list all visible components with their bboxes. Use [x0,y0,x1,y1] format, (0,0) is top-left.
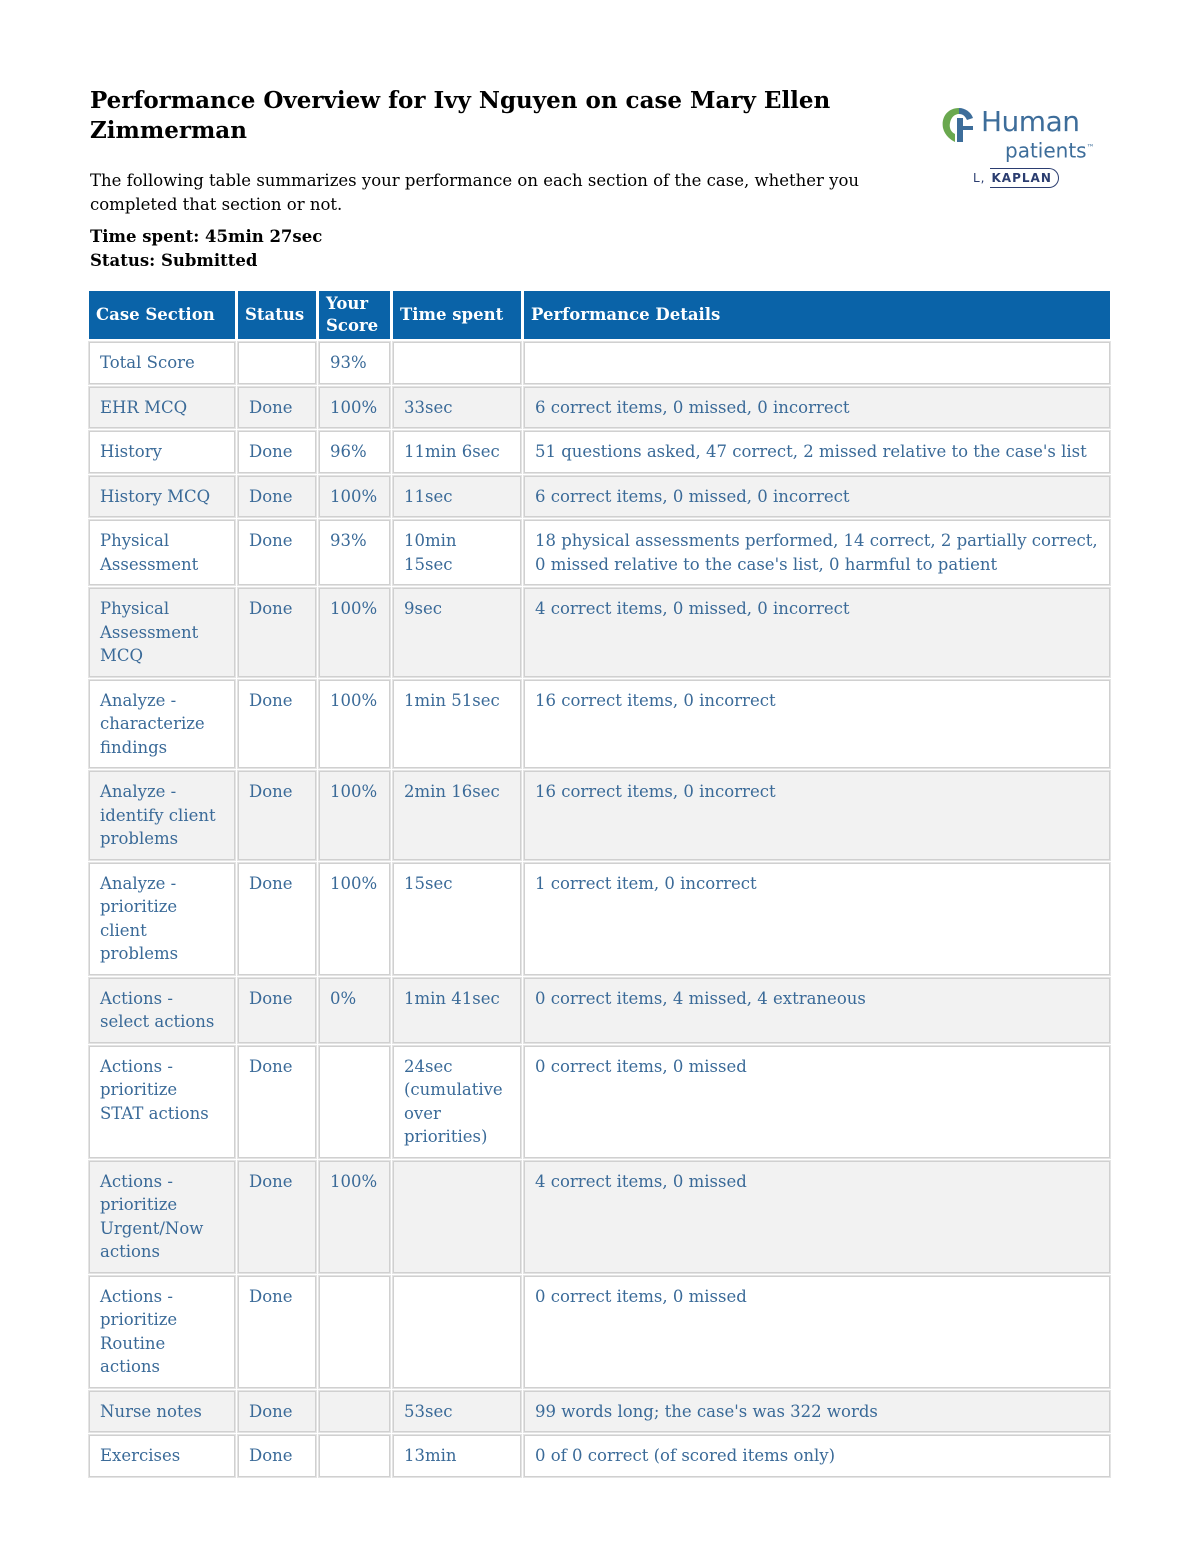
cell-score: 100% [319,387,390,429]
cell-time: 15sec [393,863,521,975]
cell-section: Analyze - identify client problems [89,771,235,860]
cell-score: 100% [319,588,390,677]
cell-time: 24sec (cumulative over priorities) [393,1046,521,1158]
cell-section: Physical Assessment MCQ [89,588,235,677]
cell-status [238,342,316,384]
intro-text: The following table summarizes your performance on each section of the case, whether you completed that section or not. [90,171,860,214]
cell-section: Actions - prioritize STAT actions [89,1046,235,1158]
table-header-row [89,291,1110,339]
table-row [89,1435,1110,1477]
cell-status: Done [238,387,316,429]
cell-section: EHR MCQ [89,387,235,429]
table-row [89,431,1110,473]
table-row [89,476,1110,518]
table-row [89,771,1110,860]
cell-score: 100% [319,771,390,860]
cell-details: 16 correct items, 0 incorrect [524,680,1110,769]
cell-time [393,342,521,384]
cell-section: Physical Assessment [89,520,235,585]
cell-time: 2min 16sec [393,771,521,860]
performance-table [86,288,1113,1480]
cell-status: Done [238,1046,316,1158]
cell-time: 53sec [393,1391,521,1433]
cell-details: 0 correct items, 0 missed [524,1276,1110,1388]
cell-time: 11sec [393,476,521,518]
cell-status: Done [238,1161,316,1273]
table-row [89,342,1110,384]
logo-kaplan-text: L, KAPLAN [973,168,1059,188]
cell-time: 9sec [393,588,521,677]
cell-status: Done [238,520,316,585]
table-row [89,1046,1110,1158]
cell-status: Done [238,771,316,860]
column-header-time-spent: Time spent [393,291,521,339]
cell-score: 100% [319,476,390,518]
cell-time: 11min 6sec [393,431,521,473]
cell-score [319,1276,390,1388]
cell-details: 6 correct items, 0 missed, 0 incorrect [524,387,1110,429]
column-header-performance-details: Performance Details [524,291,1110,339]
cell-time: 10min 15sec [393,520,521,585]
cell-section: Exercises [89,1435,235,1477]
human-patients-logo [935,102,1115,194]
column-header-status: Status [238,291,316,339]
cell-score: 0% [319,978,390,1043]
cell-status: Done [238,680,316,769]
cell-details: 1 correct item, 0 incorrect [524,863,1110,975]
cell-details: 0 of 0 correct (of scored items only) [524,1435,1110,1477]
logo-patients-text: patients™ [1005,138,1095,163]
cell-details: 99 words long; the case's was 322 words [524,1391,1110,1433]
cell-details [524,342,1110,384]
cell-status: Done [238,588,316,677]
cell-details: 51 questions asked, 47 correct, 2 missed relative to the case's list [524,431,1110,473]
total-time-spent: Time spent: 45min 27sec [90,227,323,246]
cell-section: Actions - prioritize Routine actions [89,1276,235,1388]
table-row [89,387,1110,429]
cell-status: Done [238,1276,316,1388]
logo-human-text: Human [981,105,1080,138]
cell-section: Total Score [89,342,235,384]
table-row [89,978,1110,1043]
table-row [89,1391,1110,1433]
cell-time [393,1161,521,1273]
cell-status: Done [238,476,316,518]
page-bottom-margin [0,1482,1200,1562]
cell-score: 96% [319,431,390,473]
table-row [89,863,1110,975]
cell-details: 0 correct items, 0 missed [524,1046,1110,1158]
cell-section: History MCQ [89,476,235,518]
table-row [89,680,1110,769]
cell-details: 4 correct items, 0 missed [524,1161,1110,1273]
cell-details: 6 correct items, 0 missed, 0 incorrect [524,476,1110,518]
page-title: Performance Overview for Ivy Nguyen on case Mary Ellen Zimmerman [90,87,831,144]
leaf-head-icon [937,104,981,148]
table-row [89,588,1110,677]
cell-time: 13min [393,1435,521,1477]
cell-section: Analyze - prioritize client problems [89,863,235,975]
cell-time: 1min 51sec [393,680,521,769]
cell-details: 16 correct items, 0 incorrect [524,771,1110,860]
cell-section: Analyze - characterize findings [89,680,235,769]
cell-score: 93% [319,342,390,384]
cell-section: History [89,431,235,473]
cell-section: Actions - select actions [89,978,235,1043]
table-row [89,1161,1110,1273]
cell-score [319,1435,390,1477]
table-row [89,1276,1110,1388]
cell-score [319,1391,390,1433]
cell-score: 100% [319,680,390,769]
cell-status: Done [238,863,316,975]
column-header-your-score: Your Score [319,291,390,339]
cell-details: 18 physical assessments performed, 14 correct, 2 partially correct, 0 missed relative to the case's list, 0 harmful to patient [524,520,1110,585]
table-row [89,520,1110,585]
cell-score: 93% [319,520,390,585]
column-header-case-section: Case Section [89,291,235,339]
cell-details: 0 correct items, 4 missed, 4 extraneous [524,978,1110,1043]
cell-score: 100% [319,863,390,975]
cell-status: Done [238,431,316,473]
cell-time: 1min 41sec [393,978,521,1043]
cell-section: Actions - prioritize Urgent/Now actions [89,1161,235,1273]
cell-status: Done [238,978,316,1043]
cell-section: Nurse notes [89,1391,235,1433]
cell-time: 33sec [393,387,521,429]
summary-meta [90,225,690,273]
cell-time [393,1276,521,1388]
cell-score [319,1046,390,1158]
submission-status: Status: Submitted [90,251,258,270]
cell-score: 100% [319,1161,390,1273]
cell-details: 4 correct items, 0 missed, 0 incorrect [524,588,1110,677]
cell-status: Done [238,1391,316,1433]
cell-status: Done [238,1435,316,1477]
